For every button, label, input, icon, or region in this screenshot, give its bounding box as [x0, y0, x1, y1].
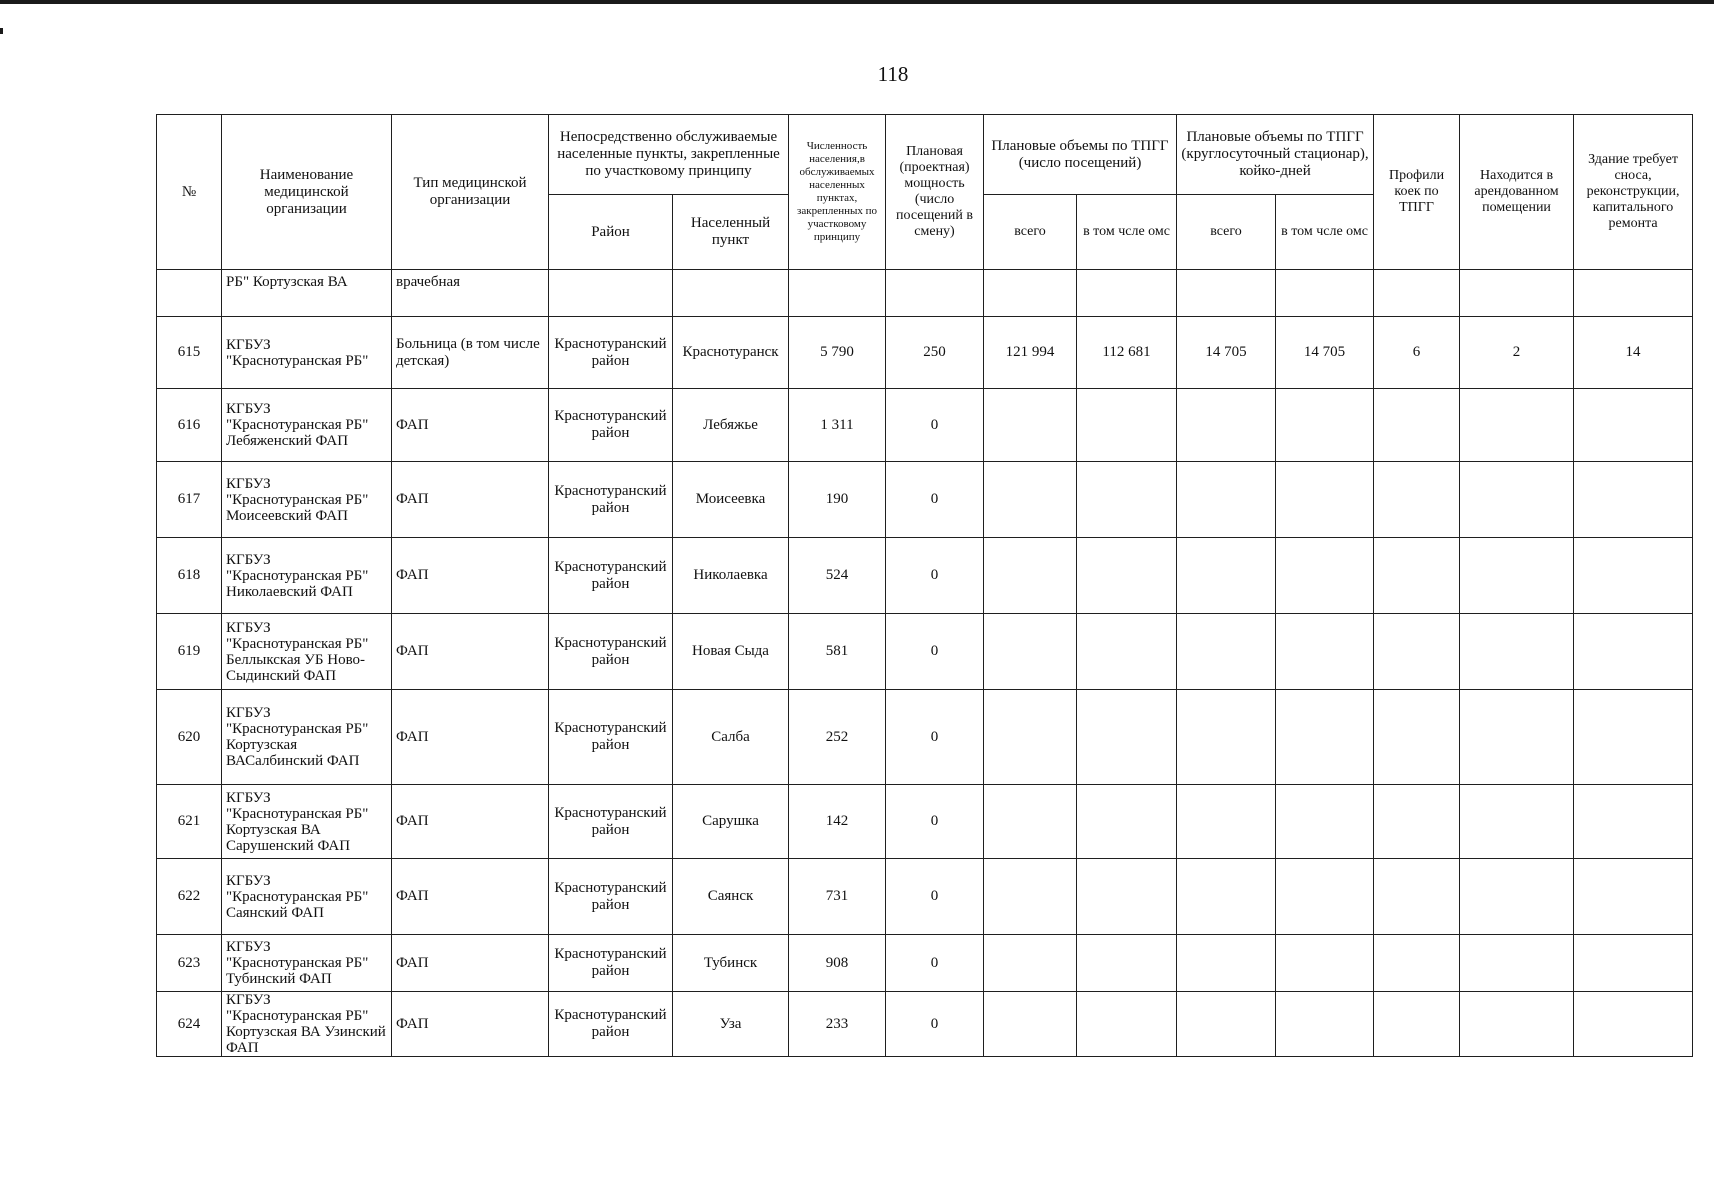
cell-beds-oms: 14 705	[1276, 317, 1374, 389]
cell-type: ФАП	[392, 462, 549, 538]
header-demolition: Здание требует сноса, реконструкции, капитального ремонта	[1574, 115, 1693, 270]
header-beds-group: Плановые объемы по ТПГГ (круглосуточный стационар), койко-дней	[1177, 115, 1374, 195]
cell-beds-oms	[1276, 859, 1374, 935]
table-row	[157, 462, 1693, 538]
cell-visits-oms	[1077, 614, 1177, 690]
cell-rented	[1460, 992, 1574, 1057]
cell-capacity: 0	[886, 389, 984, 462]
cell-bed-profiles: 6	[1374, 317, 1460, 389]
header-settlement: Населенный пункт	[673, 195, 789, 270]
header-visits-oms: в том чсле омс	[1077, 195, 1177, 270]
scan-edge-mark	[0, 28, 3, 34]
header-beds-total: всего	[1177, 195, 1276, 270]
cell-visits-total	[984, 389, 1077, 462]
cell-num: 615	[157, 317, 222, 389]
cell-population: 908	[789, 935, 886, 992]
cell-district: Краснотуранский район	[549, 317, 673, 389]
header-population: Численность населения,в обслуживаемых населенных пунктах, закрепленных по участковому принципу	[789, 115, 886, 270]
cell-capacity: 0	[886, 935, 984, 992]
table-row	[157, 317, 1693, 389]
cell-bed-profiles	[1374, 690, 1460, 785]
cell-org: КГБУЗ "Краснотуранская РБ" Николаевский ФАП	[222, 538, 392, 614]
cell-population: 142	[789, 785, 886, 859]
table-row	[157, 389, 1693, 462]
cell-org: КГБУЗ "Краснотуранская РБ"	[222, 317, 392, 389]
cell-bed-profiles	[1374, 935, 1460, 992]
cell-rented	[1460, 462, 1574, 538]
cell-rented	[1460, 935, 1574, 992]
cell-capacity: 0	[886, 614, 984, 690]
cell-district: Краснотуранский район	[549, 690, 673, 785]
table-row	[157, 935, 1693, 992]
cell-settlement: Николаевка	[673, 538, 789, 614]
cell-visits-total	[984, 462, 1077, 538]
cell-visits-oms	[1077, 785, 1177, 859]
cell-org: КГБУЗ "Краснотуранская РБ" Моисеевский ФАП	[222, 462, 392, 538]
cell-settlement: Сарушка	[673, 785, 789, 859]
cell-district: Краснотуранский район	[549, 462, 673, 538]
cell-settlement: Моисеевка	[673, 462, 789, 538]
cell-capacity: 0	[886, 992, 984, 1057]
cell-beds-oms	[1276, 462, 1374, 538]
cell-settlement: Уза	[673, 992, 789, 1057]
page-number: 118	[877, 62, 909, 86]
cell-visits-total	[984, 614, 1077, 690]
cell-settlement: Новая Сыда	[673, 614, 789, 690]
cell-beds-oms	[1276, 538, 1374, 614]
cell-type: Больница (в том числе детская)	[392, 317, 549, 389]
header-rented: Находится в арендованном помещении	[1460, 115, 1574, 270]
cell-visits-total	[984, 538, 1077, 614]
cell-visits-oms	[1077, 935, 1177, 992]
cell-org: КГБУЗ "Краснотуранская РБ" Саянский ФАП	[222, 859, 392, 935]
cell-type: ФАП	[392, 614, 549, 690]
cell-district: Краснотуранский район	[549, 992, 673, 1057]
cell-beds-oms	[1276, 992, 1374, 1057]
header-visits-group: Плановые объемы по ТПГГ (число посещений)	[984, 115, 1177, 195]
cell-demolition	[1574, 785, 1693, 859]
cell-beds-total: 14 705	[1177, 317, 1276, 389]
cell-beds-oms	[1276, 935, 1374, 992]
cell-rented	[1460, 614, 1574, 690]
cell-population: 731	[789, 859, 886, 935]
cell-bed-profiles	[1374, 785, 1460, 859]
cell-num: 621	[157, 785, 222, 859]
header-visits-total: всего	[984, 195, 1077, 270]
cell-visits-total: 121 994	[984, 317, 1077, 389]
cell-beds-oms	[1276, 690, 1374, 785]
cell-demolition	[1574, 690, 1693, 785]
cell-beds-total	[1177, 538, 1276, 614]
table-row	[157, 992, 1693, 1057]
cell-org: КГБУЗ "Краснотуранская РБ" Кортузская ВА Узинский ФАП	[222, 992, 392, 1057]
header-org: Наименование медицинской организации	[222, 115, 392, 270]
cell-capacity: 0	[886, 462, 984, 538]
cell-visits-oms	[1077, 389, 1177, 462]
cell-org: КГБУЗ "Краснотуранская РБ" Беллыкская УБ Ново-Сыдинский ФАП	[222, 614, 392, 690]
cell-bed-profiles	[1374, 859, 1460, 935]
cell-beds-total	[1177, 389, 1276, 462]
header-beds-oms: в том чсле омс	[1276, 195, 1374, 270]
cell-type: ФАП	[392, 389, 549, 462]
cell-visits-oms	[1077, 462, 1177, 538]
cell-visits-total	[984, 690, 1077, 785]
cell-settlement: Лебяжье	[673, 389, 789, 462]
cell-beds-total	[1177, 462, 1276, 538]
cell-num: 617	[157, 462, 222, 538]
cell-population: 1 311	[789, 389, 886, 462]
cell-beds-oms	[1276, 614, 1374, 690]
cell-capacity: 250	[886, 317, 984, 389]
continuation-org: РБ" Кортузская ВА	[222, 270, 392, 317]
cell-capacity: 0	[886, 785, 984, 859]
cell-demolition	[1574, 538, 1693, 614]
cell-num: 622	[157, 859, 222, 935]
cell-type: ФАП	[392, 859, 549, 935]
table-row	[157, 859, 1693, 935]
cell-bed-profiles	[1374, 614, 1460, 690]
cell-bed-profiles	[1374, 992, 1460, 1057]
table-row	[157, 614, 1693, 690]
cell-capacity: 0	[886, 538, 984, 614]
cell-beds-oms	[1276, 785, 1374, 859]
cell-type: ФАП	[392, 785, 549, 859]
cell-num: 616	[157, 389, 222, 462]
cell-district: Краснотуранский район	[549, 859, 673, 935]
cell-bed-profiles	[1374, 538, 1460, 614]
header-type: Тип медицинской организации	[392, 115, 549, 270]
cell-population: 190	[789, 462, 886, 538]
header-district: Район	[549, 195, 673, 270]
cell-bed-profiles	[1374, 389, 1460, 462]
cell-demolition: 14	[1574, 317, 1693, 389]
cell-num: 623	[157, 935, 222, 992]
cell-demolition	[1574, 389, 1693, 462]
cell-capacity: 0	[886, 690, 984, 785]
cell-district: Краснотуранский район	[549, 538, 673, 614]
cell-org: КГБУЗ "Краснотуранская РБ" Лебяженский ФАП	[222, 389, 392, 462]
cell-org: КГБУЗ "Краснотуранская РБ" Кортузская ВАСалбинский ФАП	[222, 690, 392, 785]
cell-settlement: Краснотуранск	[673, 317, 789, 389]
cell-settlement: Тубинск	[673, 935, 789, 992]
cell-rented	[1460, 538, 1574, 614]
cell-population: 524	[789, 538, 886, 614]
cell-beds-total	[1177, 690, 1276, 785]
cell-beds-total	[1177, 992, 1276, 1057]
continuation-row	[157, 270, 1693, 317]
cell-population: 252	[789, 690, 886, 785]
cell-district: Краснотуранский район	[549, 935, 673, 992]
continuation-type: врачебная	[392, 270, 549, 317]
top-scan-rule	[0, 0, 1714, 4]
cell-demolition	[1574, 935, 1693, 992]
cell-demolition	[1574, 992, 1693, 1057]
header-capacity: Плановая (проектная) мощность (число посещений в смену)	[886, 115, 984, 270]
cell-settlement: Саянск	[673, 859, 789, 935]
cell-num: 619	[157, 614, 222, 690]
cell-district: Краснотуранский район	[549, 389, 673, 462]
cell-visits-total	[984, 859, 1077, 935]
cell-visits-oms: 112 681	[1077, 317, 1177, 389]
cell-type: ФАП	[392, 935, 549, 992]
cell-num: 624	[157, 992, 222, 1057]
cell-rented	[1460, 859, 1574, 935]
table-row	[157, 785, 1693, 859]
cell-num: 618	[157, 538, 222, 614]
cell-bed-profiles	[1374, 462, 1460, 538]
cell-rented	[1460, 389, 1574, 462]
cell-beds-oms	[1276, 389, 1374, 462]
cell-org: КГБУЗ "Краснотуранская РБ" Тубинский ФАП	[222, 935, 392, 992]
cell-settlement: Салба	[673, 690, 789, 785]
cell-rented: 2	[1460, 317, 1574, 389]
cell-visits-total	[984, 935, 1077, 992]
cell-population: 5 790	[789, 317, 886, 389]
cell-org: КГБУЗ "Краснотуранская РБ" Кортузская ВА Сарушенский ФАП	[222, 785, 392, 859]
cell-visits-oms	[1077, 538, 1177, 614]
cell-demolition	[1574, 859, 1693, 935]
cell-rented	[1460, 785, 1574, 859]
cell-rented	[1460, 690, 1574, 785]
header-settlements-group: Непосредственно обслуживаемые населенные пункты, закрепленные по участковому принципу	[549, 115, 789, 195]
cell-visits-total	[984, 992, 1077, 1057]
cell-district: Краснотуранский район	[549, 785, 673, 859]
cell-demolition	[1574, 462, 1693, 538]
cell-district: Краснотуранский район	[549, 614, 673, 690]
cell-num: 620	[157, 690, 222, 785]
header-row-1	[157, 115, 1693, 195]
cell-visits-oms	[1077, 690, 1177, 785]
cell-type: ФАП	[392, 538, 549, 614]
continuation-num	[157, 270, 222, 317]
table-row	[157, 538, 1693, 614]
cell-population: 233	[789, 992, 886, 1057]
header-bed-profiles: Профили коек по ТПГГ	[1374, 115, 1460, 270]
cell-visits-oms	[1077, 859, 1177, 935]
cell-beds-total	[1177, 785, 1276, 859]
facilities-table	[156, 114, 1693, 1057]
cell-capacity: 0	[886, 859, 984, 935]
cell-type: ФАП	[392, 992, 549, 1057]
cell-beds-total	[1177, 614, 1276, 690]
cell-population: 581	[789, 614, 886, 690]
cell-demolition	[1574, 614, 1693, 690]
cell-visits-oms	[1077, 992, 1177, 1057]
table-body	[157, 317, 1693, 1057]
cell-beds-total	[1177, 859, 1276, 935]
cell-beds-total	[1177, 935, 1276, 992]
header-num: №	[157, 115, 222, 270]
cell-type: ФАП	[392, 690, 549, 785]
cell-visits-total	[984, 785, 1077, 859]
table-row	[157, 690, 1693, 785]
